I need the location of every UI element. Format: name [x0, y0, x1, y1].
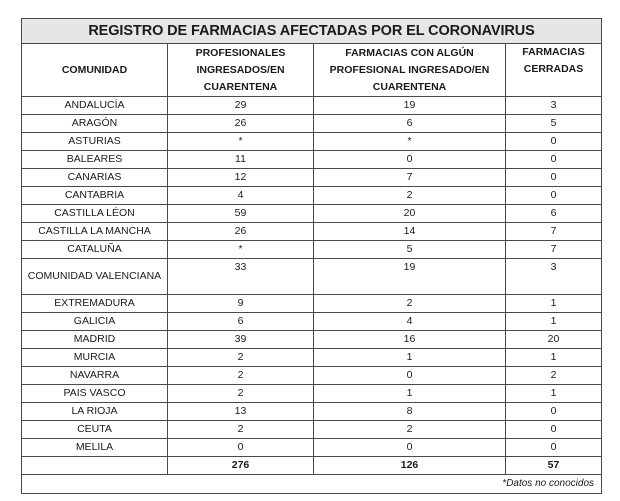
table-row [22, 403, 602, 421]
table-body [22, 97, 602, 494]
header-profesionales [168, 44, 314, 97]
header-line: CERRADAS [523, 63, 584, 75]
header-line: INGRESADOS/EN [196, 63, 285, 76]
cell-comunidad: ARAGÓN [22, 115, 168, 133]
cell-comunidad: LA RIOJA [22, 403, 168, 421]
cell-profesionales: 2 [168, 349, 314, 367]
header-farmacias-cerradas [506, 44, 602, 97]
title-row [22, 19, 602, 44]
header-row [22, 44, 602, 97]
header-line: PROFESIONALES [195, 46, 286, 59]
table-row [22, 223, 602, 241]
cell-farmacias-con: 2 [314, 421, 506, 439]
total-farmacias-con: 126 [314, 457, 506, 475]
cell-farmacias-con: 0 [314, 151, 506, 169]
cell-comunidad: CANTABRIA [22, 187, 168, 205]
total-profesionales: 276 [168, 457, 314, 475]
header-line: FARMACIAS [522, 46, 585, 58]
cell-profesionales: 11 [168, 151, 314, 169]
cell-comunidad: PAIS VASCO [22, 385, 168, 403]
cell-profesionales: 39 [168, 331, 314, 349]
table-row [22, 169, 602, 187]
cell-profesionales: 2 [168, 385, 314, 403]
cell-cerradas: 1 [506, 349, 602, 367]
cell-farmacias-con: 20 [314, 205, 506, 223]
cell-comunidad: ASTURIAS [22, 133, 168, 151]
table-row [22, 295, 602, 313]
cell-cerradas: 0 [506, 151, 602, 169]
cell-cerradas: 0 [506, 187, 602, 205]
cell-comunidad: CASTILLA LÉON [22, 205, 168, 223]
cell-comunidad: MADRID [22, 331, 168, 349]
cell-profesionales: 59 [168, 205, 314, 223]
table-row [22, 385, 602, 403]
cell-farmacias-con: 1 [314, 385, 506, 403]
cell-cerradas: 5 [506, 115, 602, 133]
cell-comunidad: CANARIAS [22, 169, 168, 187]
cell-profesionales: * [168, 133, 314, 151]
total-label [22, 457, 168, 475]
cell-cerradas: 0 [506, 133, 602, 151]
cell-farmacias-con: 0 [314, 367, 506, 385]
table-row [22, 187, 602, 205]
cell-cerradas: 1 [506, 313, 602, 331]
totals-row [22, 457, 602, 475]
cell-cerradas: 20 [506, 331, 602, 349]
table-row [22, 367, 602, 385]
cell-farmacias-con: 2 [314, 295, 506, 313]
cell-profesionales: 29 [168, 97, 314, 115]
cell-cerradas: 6 [506, 205, 602, 223]
cell-farmacias-con: 14 [314, 223, 506, 241]
table-row [22, 421, 602, 439]
header-line: FARMACIAS CON ALGÚN [345, 46, 474, 59]
cell-farmacias-con: 6 [314, 115, 506, 133]
cell-comunidad: EXTREMADURA [22, 295, 168, 313]
pharmacy-registry-table-container [21, 18, 601, 494]
cell-comunidad: CEUTA [22, 421, 168, 439]
table-row [22, 151, 602, 169]
cell-profesionales: * [168, 241, 314, 259]
cell-profesionales: 2 [168, 367, 314, 385]
footnote-row [22, 475, 602, 494]
cell-comunidad: CASTILLA LA MANCHA [22, 223, 168, 241]
cell-cerradas: 3 [506, 259, 602, 295]
cell-farmacias-con: 1 [314, 349, 506, 367]
cell-cerradas: 0 [506, 169, 602, 187]
cell-cerradas: 7 [506, 241, 602, 259]
cell-farmacias-con: 16 [314, 331, 506, 349]
table-row [22, 241, 602, 259]
table-row [22, 115, 602, 133]
cell-farmacias-con: 7 [314, 169, 506, 187]
cell-farmacias-con: * [314, 133, 506, 151]
cell-farmacias-con: 19 [314, 259, 506, 295]
cell-comunidad: GALICIA [22, 313, 168, 331]
cell-comunidad: CATALUÑA [22, 241, 168, 259]
cell-cerradas: 2 [506, 367, 602, 385]
header-comunidad: COMUNIDAD [22, 44, 168, 97]
table-row [22, 97, 602, 115]
cell-cerradas: 1 [506, 295, 602, 313]
table-row [22, 205, 602, 223]
cell-cerradas: 0 [506, 403, 602, 421]
cell-farmacias-con: 5 [314, 241, 506, 259]
total-cerradas: 57 [506, 457, 602, 475]
header-line: PROFESIONAL INGRESADO/EN [329, 63, 490, 76]
cell-profesionales: 26 [168, 223, 314, 241]
cell-profesionales: 2 [168, 421, 314, 439]
cell-comunidad: ANDALUCÍA [22, 97, 168, 115]
cell-profesionales: 4 [168, 187, 314, 205]
cell-profesionales: 9 [168, 295, 314, 313]
cell-profesionales: 33 [168, 259, 314, 295]
table-row [22, 313, 602, 331]
cell-farmacias-con: 4 [314, 313, 506, 331]
cell-farmacias-con: 2 [314, 187, 506, 205]
cell-cerradas: 0 [506, 421, 602, 439]
table-row [22, 259, 602, 295]
header-line: CUARENTENA [203, 80, 278, 93]
header-line: CUARENTENA [372, 80, 447, 93]
cell-cerradas: 0 [506, 439, 602, 457]
pharmacy-registry-table [21, 18, 602, 494]
header-farmacias-con-profesional [314, 44, 506, 97]
cell-cerradas: 1 [506, 385, 602, 403]
cell-cerradas: 3 [506, 97, 602, 115]
cell-comunidad: MURCIA [22, 349, 168, 367]
cell-cerradas: 7 [506, 223, 602, 241]
table-row [22, 133, 602, 151]
cell-profesionales: 26 [168, 115, 314, 133]
cell-comunidad: MELILA [22, 439, 168, 457]
footnote: *Datos no conocidos [22, 475, 602, 494]
table-title: REGISTRO DE FARMACIAS AFECTADAS POR EL CORONAVIRUS [22, 19, 602, 44]
cell-profesionales: 12 [168, 169, 314, 187]
cell-comunidad: NAVARRA [22, 367, 168, 385]
cell-profesionales: 13 [168, 403, 314, 421]
cell-comunidad: COMUNIDAD VALENCIANA [22, 259, 168, 295]
table-row [22, 331, 602, 349]
cell-profesionales: 0 [168, 439, 314, 457]
cell-profesionales: 6 [168, 313, 314, 331]
table-row [22, 439, 602, 457]
cell-farmacias-con: 0 [314, 439, 506, 457]
table-row [22, 349, 602, 367]
cell-farmacias-con: 19 [314, 97, 506, 115]
cell-comunidad: BALEARES [22, 151, 168, 169]
cell-farmacias-con: 8 [314, 403, 506, 421]
